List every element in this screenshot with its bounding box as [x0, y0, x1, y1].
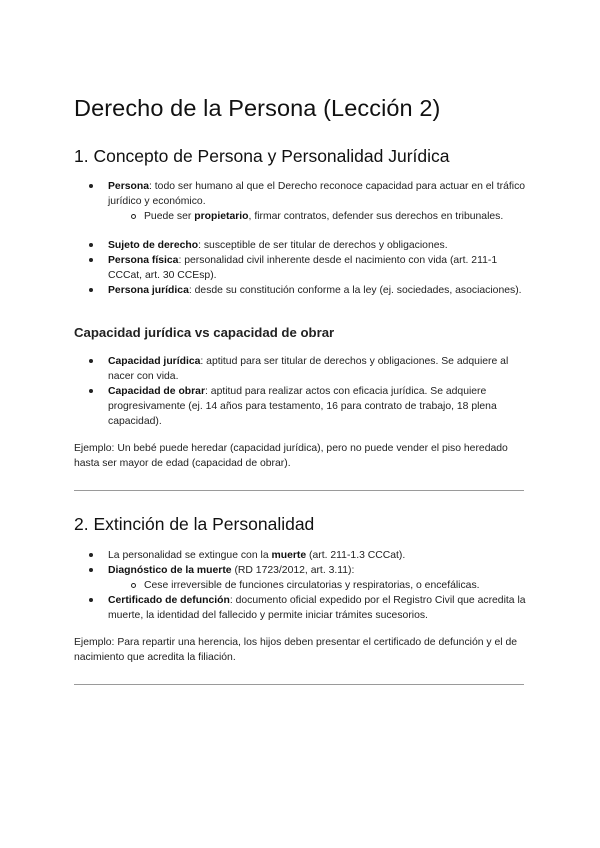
term: Sujeto de derecho [108, 240, 199, 251]
term: Persona [108, 181, 150, 192]
bullet-icon [89, 258, 93, 262]
definition: (RD 1723/2012, art. 3.11): [231, 565, 355, 576]
document-title: Derecho de la Persona (Lección 2) [74, 95, 441, 121]
example-paragraph-1: Ejemplo: Un bebé puede heredar (capacidad jurídica), pero no puede vender el piso heredado hasta ser mayor de edad (capacidad de obrar). [74, 443, 508, 469]
hollow-bullet-icon [131, 214, 136, 219]
hollow-bullet-icon [131, 583, 136, 588]
bullet-icon [89, 359, 93, 363]
definition-prefix: Puede ser [144, 211, 195, 222]
definition: : personalidad civil inherente desde el nacimiento con vida (art. 211-1 CCCat, art. 30 CCEsp). [108, 255, 498, 281]
definition: : desde su constitución conforme a la ley (ej. sociedades, asociaciones). [188, 285, 522, 296]
definition: : todo ser humano al que el Derecho reconoce capacidad para actuar en el tráfico jurídico y económico. [108, 181, 526, 207]
capacity-subheading: Capacidad jurídica vs capacidad de obrar [74, 325, 335, 340]
definition: : documento oficial expedido por el Registro Civil que acredita la muerte, la identidad del fallecido y permite iniciar trámites sucesorios. [108, 595, 526, 621]
definition-prefix: La personalidad se extingue con la [108, 550, 272, 561]
definition: : aptitud para realizar actos con eficacia jurídica. Se adquiere progresivamente (ej. 14 años para testamento, 16 para contrato de trabajo, 18 plena capacidad). [108, 386, 497, 427]
bullet-icon [89, 568, 93, 572]
example-paragraph-2: Ejemplo: Para repartir una herencia, los hijos deben presentar el certificado de defunción y el de nacimiento que acredita la filiación. [74, 637, 518, 663]
bullet-icon [89, 288, 93, 292]
term: Persona jurídica [108, 285, 189, 296]
bullet-icon [89, 553, 93, 557]
definition: : susceptible de ser titular de derechos y obligaciones. [198, 240, 448, 251]
section-1-heading: 1. Concepto de Persona y Personalidad Jurídica [74, 146, 450, 166]
bullet-icon [89, 243, 93, 247]
term: muerte [271, 550, 307, 561]
bullet-icon [89, 598, 93, 602]
bullet-icon [89, 184, 93, 188]
definition: (art. 211-1.3 CCCat). [306, 550, 406, 561]
definition: Cese irreversible de funciones circulatorias y respiratorias, o encefálicas. [144, 580, 480, 591]
section-divider [74, 490, 524, 491]
term: Capacidad de obrar [108, 386, 206, 397]
term: propietario [194, 211, 249, 222]
bullet-icon [89, 389, 93, 393]
term: Capacidad jurídica [108, 356, 201, 367]
definition: , firmar contratos, defender sus derechos en tribunales. [248, 211, 504, 222]
definition: : aptitud para ser titular de derechos y obligaciones. Se adquiere al nacer con vida. [108, 356, 509, 382]
section-2-heading: 2. Extinción de la Personalidad [74, 514, 315, 534]
section-divider [74, 684, 524, 685]
term: Diagnóstico de la muerte [108, 565, 232, 576]
term: Certificado de defunción [108, 595, 230, 606]
term: Persona física [108, 255, 179, 266]
